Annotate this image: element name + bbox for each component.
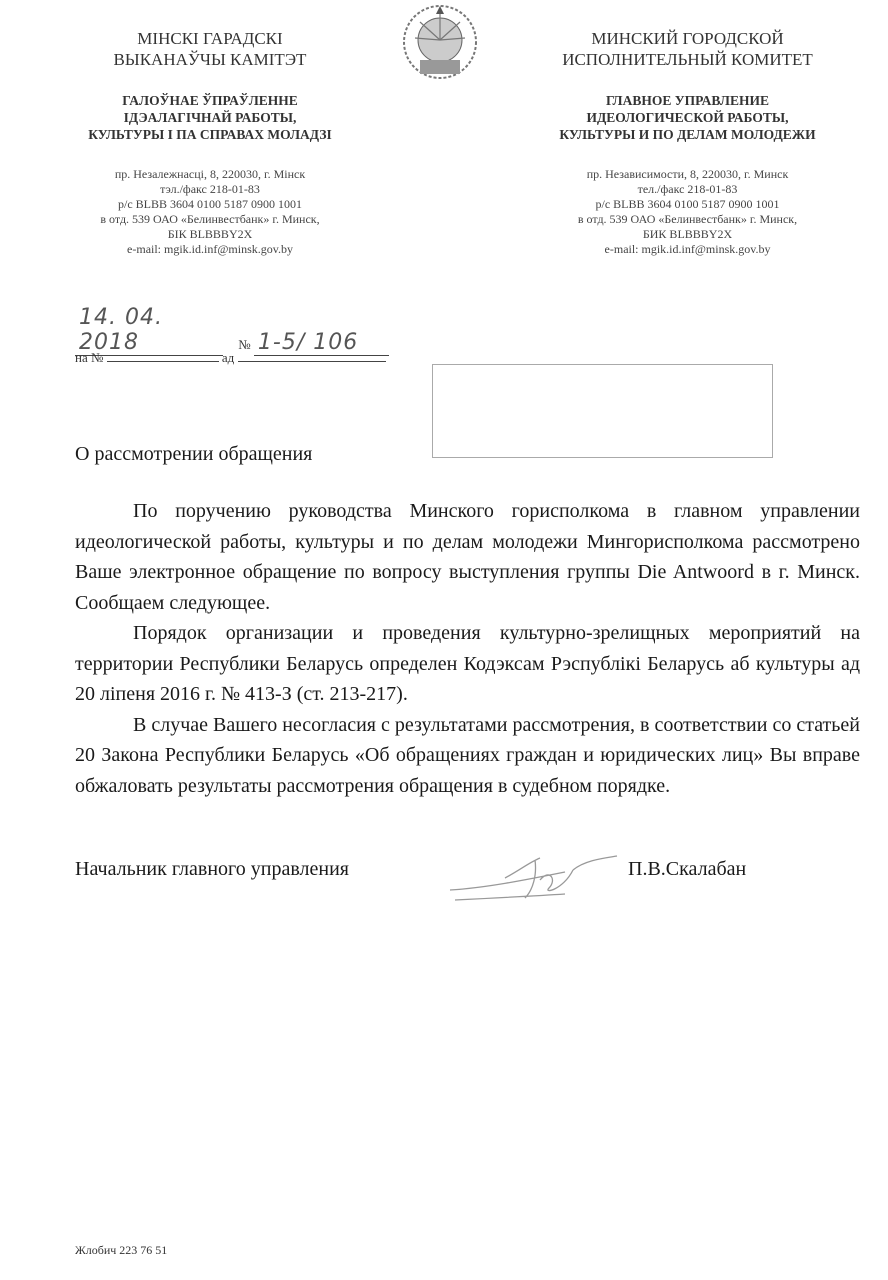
blank-line	[107, 361, 219, 362]
incoming-ref	[75, 350, 386, 366]
addressee-box	[432, 364, 773, 458]
outgoing-ref	[75, 305, 389, 356]
dept-line: ІДЭАЛАГІЧНАЙ РАБОТЫ,	[123, 110, 297, 125]
signatory-position: Начальник главного управления	[75, 858, 349, 880]
dept-line: ИДЕОЛОГИЧЕСКОЙ РАБОТЫ,	[586, 110, 789, 125]
address-line: тэл./факс 218-01-83	[160, 182, 260, 196]
address-line: БИК BLBBBY2X	[642, 227, 733, 241]
blank-line	[238, 361, 386, 362]
dept-line: КУЛЬТУРЫ И ПО ДЕЛАМ МОЛОДЕЖИ	[559, 127, 816, 142]
address-line: в отд. 539 ОАО «Белинвестбанк» г. Минск,	[577, 212, 798, 226]
header-right	[515, 28, 860, 257]
address-line: e-mail: mgik.id.inf@minsk.gov.by	[604, 242, 771, 256]
address-line: пр. Незалежнасці, 8, 220030, г. Мінск	[114, 167, 306, 181]
state-emblem-icon	[395, 0, 485, 82]
number-label: №	[238, 337, 251, 352]
address-line: р/с BLBB 3604 0100 5187 0900 1001	[595, 197, 780, 211]
letter-body	[75, 496, 860, 801]
from-label: ад	[221, 350, 235, 365]
org-name-line: ИСПОЛНИТЕЛЬНЫЙ КОМИТЕТ	[562, 50, 813, 69]
header-left	[40, 28, 380, 257]
handwritten-date: 14. 04. 2018	[75, 305, 223, 356]
address-line: в отд. 539 ОАО «Белинвестбанк» г. Минск,	[100, 212, 320, 226]
on-number-label: на №	[75, 350, 104, 365]
signature-icon	[445, 850, 620, 905]
paragraph: По поручению руководства Минского горисполкома в главном управлении идеологической работы, культуры и по делам молодежи Мингорисполкома рассмотрено Ваше электронное обращение по вопросу выступления группы Die Antwoord в г. Минск. Сообщаем следующее.	[75, 500, 860, 614]
paragraph: В случае Вашего несогласия с результатами рассмотрения, в соответствии со статьей 20 Закона Республики Беларусь «Об обращениях граждан и юридических лиц» Вы вправе обжаловать результаты рассмотрения обращения в судебном порядке.	[75, 713, 860, 797]
org-name-line: МІНСКІ ГАРАДСКІ	[137, 29, 283, 48]
dept-line: ГАЛОЎНАЕ ЎПРАЎЛЕННЕ	[122, 93, 298, 108]
dept-line: ГЛАВНОЕ УПРАВЛЕНИЕ	[606, 93, 769, 108]
address-line: р/с BLBB 3604 0100 5187 0900 1001	[117, 197, 302, 211]
address-block	[515, 167, 860, 257]
handwritten-number: 1-5/ 106	[254, 330, 389, 356]
executor-footer: Жлобич 223 76 51	[75, 1243, 168, 1257]
paragraph: Порядок организации и проведения культурно-зрелищных мероприятий на территории Республики Беларусь определен Кодэксам Рэспублікі Беларусь аб культуры ад 20 ліпеня 2016 г. № 413-З (ст. 213-217).	[75, 622, 860, 705]
address-line: пр. Независимости, 8, 220030, г. Минск	[586, 167, 789, 181]
org-name-line: МИНСКИЙ ГОРОДСКОЙ	[591, 29, 784, 48]
address-line: тел./факс 218-01-83	[637, 182, 738, 196]
signatory-name: П.В.Скалабан	[628, 858, 747, 880]
address-line: e-mail: mgik.id.inf@minsk.gov.by	[127, 242, 293, 256]
subject: О рассмотрении обращения	[75, 443, 313, 465]
address-block	[40, 167, 380, 257]
address-line: БІК BLBBBY2X	[167, 227, 253, 241]
org-name-line: ВЫКАНАЎЧЫ КАМІТЭТ	[113, 50, 307, 69]
dept-line: КУЛЬТУРЫ І ПА СПРАВАХ МОЛАДЗІ	[88, 127, 332, 142]
